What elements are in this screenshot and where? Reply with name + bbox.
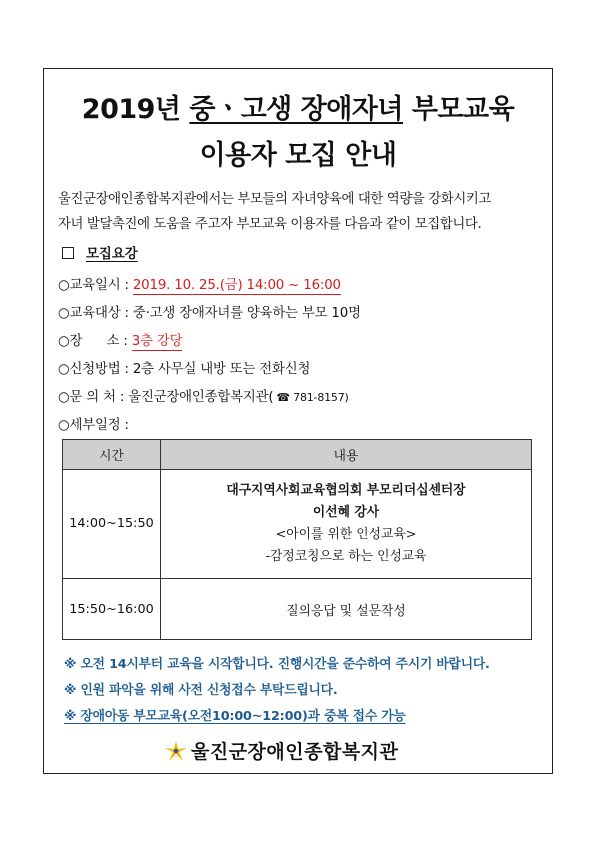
content-line: -감정코칭으로 하는 인성교육 xyxy=(265,549,427,564)
row-content xyxy=(161,579,532,640)
title-target: 중ㆍ고생 장애자녀 xyxy=(189,94,403,125)
intro-line-2: 자녀 발달촉진에 도움을 주고자 부모교육 이용자를 다음과 같이 모집합니다. xyxy=(58,217,482,232)
title-suffix: 부모교육 xyxy=(402,94,515,125)
section-label: 모집요강 xyxy=(86,247,138,262)
detail-target-label: ○교육대상 : xyxy=(58,306,133,321)
content-line: 이선혜 강사 xyxy=(312,505,380,520)
row-content xyxy=(161,470,532,579)
page-subtitle: 이용자 모집 안내 xyxy=(199,140,397,171)
detail-date xyxy=(58,274,341,293)
note-duplicate: ※ 장애아동 부모교육(오전10:00~12:00)과 중복 접수 가능 xyxy=(64,709,406,724)
row-time: 14:00~15:50 xyxy=(63,470,161,579)
content-line: <아이를 위한 인성교육> xyxy=(275,527,417,542)
page-title xyxy=(44,87,552,126)
detail-target xyxy=(58,302,361,321)
org-name: 울진군장애인종합복지관 xyxy=(191,741,399,763)
table-row xyxy=(63,470,532,579)
notice-frame xyxy=(43,68,553,774)
organization-footer xyxy=(164,737,398,764)
header-time: 시간 xyxy=(63,440,161,470)
detail-contact-value: 울진군장애인종합복지관( xyxy=(128,390,274,405)
detail-method xyxy=(58,358,310,377)
table-row xyxy=(63,579,532,640)
content-line: 대구지역사회교육협의회 부모리더십센터장 xyxy=(226,483,466,498)
detail-place-value: 3층 강당 xyxy=(131,334,183,349)
detail-date-label: ○교육일시 : xyxy=(58,278,133,293)
content-line: 질의응답 및 설문작성 xyxy=(286,603,406,619)
checkbox-square-icon xyxy=(62,247,74,259)
schedule-table xyxy=(62,439,532,640)
section-heading xyxy=(62,243,138,262)
detail-place xyxy=(58,330,182,349)
detail-target-value: 중·고생 장애자녀를 양육하는 부모 10명 xyxy=(132,306,361,321)
detail-contact-label: ○문 의 처 : xyxy=(58,390,129,405)
detail-method-label: ○신청방법 : xyxy=(58,362,133,377)
detail-contact-phone: ☎ 781-8157) xyxy=(276,391,349,404)
detail-place-label: ○장 소 : xyxy=(58,334,132,349)
detail-method-value: 2층 사무실 내방 또는 전화신청 xyxy=(132,362,311,377)
detail-schedule xyxy=(58,414,129,433)
detail-date-value: 2019. 10. 25.(금) 14:00 ~ 16:00 xyxy=(132,278,341,293)
title-prefix: 2019년 xyxy=(81,94,190,125)
intro-line-1: 울진군장애인종합복지관에서는 부모들의 자녀양육에 대한 역량을 강화시키고 xyxy=(58,192,491,207)
org-logo-icon xyxy=(164,740,188,762)
note-preregister: ※ 인원 파악을 위해 사전 신청접수 부탁드립니다. xyxy=(64,683,338,698)
detail-schedule-label: ○세부일정 : xyxy=(58,418,129,433)
table-header-row xyxy=(63,440,532,470)
detail-contact xyxy=(58,386,349,405)
note-start-time: ※ 오전 14시부터 교육을 시작합니다. 진행시간을 준수하여 주시기 바랍니다. xyxy=(64,657,490,672)
row-time: 15:50~16:00 xyxy=(63,579,161,640)
header-content: 내용 xyxy=(161,440,532,470)
